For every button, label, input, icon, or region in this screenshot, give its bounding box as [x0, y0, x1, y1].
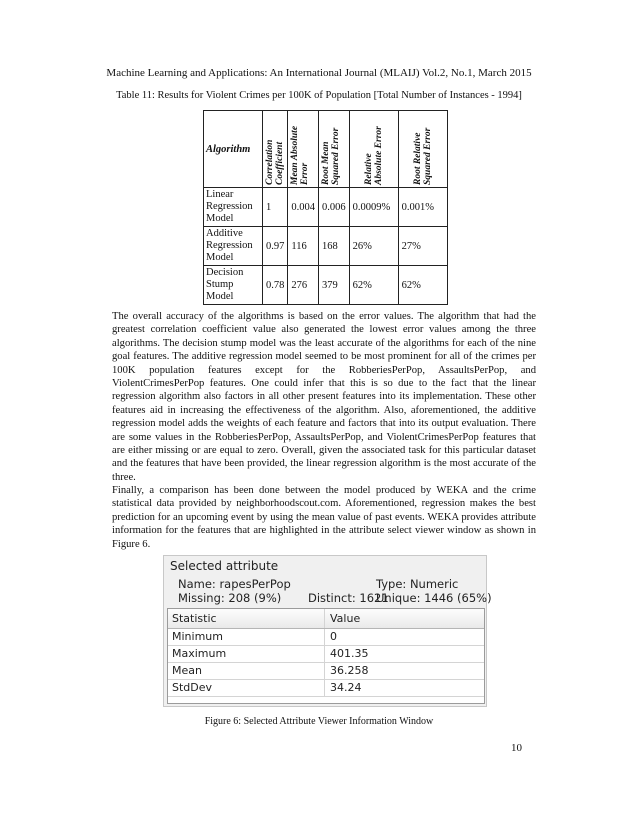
statistic-name: Mean	[172, 664, 202, 677]
attribute-distinct: Distinct: 1621	[308, 591, 389, 605]
attribute-missing: Missing: 208 (9%)	[178, 591, 282, 605]
table-caption: Table 11: Results for Violent Crimes per 100K of Population [Total Number of Instances - 1994]	[116, 90, 522, 101]
figure-caption: Figure 6: Selected Attribute Viewer Information Window	[204, 716, 434, 727]
running-head: Machine Learning and Applications: An International Journal (MLAIJ) Vol.2, No.1, March 2015	[106, 67, 532, 79]
statistic-name: Maximum	[172, 647, 227, 660]
attribute-type: Type: Numeric	[376, 577, 459, 591]
statistic-name: StdDev	[172, 681, 213, 694]
table-header-row	[204, 111, 448, 188]
table-cell: 1	[263, 188, 288, 227]
statistics-header-row	[168, 609, 484, 629]
table-row	[204, 227, 448, 266]
header-correlation-coefficient: Correlation Coefficient	[263, 111, 288, 188]
table-cell: 0.001%	[398, 188, 447, 227]
results-table	[203, 110, 448, 305]
statistic-value: 0	[330, 630, 337, 643]
table-row[interactable]	[168, 629, 484, 646]
selected-attribute-panel	[163, 555, 492, 707]
attribute-unique: Unique: 1446 (65%)	[376, 591, 492, 605]
body-paragraph: The overall accuracy of the algorithms is based on the error values. The algorithm that had the greatest correlation coefficient value also generated the lowest error values among the three algorithms. The decision stump model was the least accurate of the algorithms for each of the nine goal features. The additive regression model seemed to be most prominent for all of the crimes per 100K population features except for the RobberiesPerPop, AssaultsPerPop, and ViolentCrimesPerPop features. One could infer that this is so due to the fact that the linear regression algorithm also factors in all other present features into its implementation. These other features aid in increasing the effectiveness of the algorithm. Also, aforementioned, the additive regression model adds the weights of each feature and factors that into its output evaluation. There are some values in the RobberiesPerPop, AssaultsPerPop, and ViolentCrimesPerPop features that are either missing or are equal to zero. Overall, given the associated task for this particular dataset and the features that have been provided, the linear regression algorithm is the most accurate of the three.	[112, 311, 536, 483]
table-cell: 26%	[349, 227, 398, 266]
algorithm-name: Additive Regression Model	[204, 227, 263, 266]
table-cell: 0.97	[263, 227, 288, 266]
algorithm-name: Decision Stump Model	[204, 266, 263, 305]
attribute-name: Name: rapesPerPop	[178, 577, 291, 591]
header-root-mean-squared-error: Root Mean Squared Error	[319, 111, 350, 188]
algorithm-name: Linear Regression Model	[204, 188, 263, 227]
table-cell: 379	[319, 266, 350, 305]
table-cell: 276	[288, 266, 319, 305]
header-mean-absolute-error: Mean Absolute Error	[288, 111, 319, 188]
header-relative-absolute-error: Relative Absolute Error	[349, 111, 398, 188]
header-algorithm: Algorithm	[204, 111, 263, 188]
table-cell: 62%	[398, 266, 447, 305]
statistics-table	[167, 608, 485, 704]
table-cell: 62%	[349, 266, 398, 305]
page-number: 10	[511, 742, 522, 754]
statistic-value: 401.35	[330, 647, 369, 660]
statistic-value: 36.258	[330, 664, 369, 677]
table-cell: 0.006	[319, 188, 350, 227]
table-row	[204, 266, 448, 305]
table-cell: 0.78	[263, 266, 288, 305]
table-row[interactable]	[168, 646, 484, 663]
statistic-value: 34.24	[330, 681, 362, 694]
panel-legend: Selected attribute	[170, 559, 279, 573]
table-row	[204, 188, 448, 227]
table-cell: 0.004	[288, 188, 319, 227]
statistic-column-header[interactable]: Statistic	[172, 612, 217, 625]
table-cell: 0.0009%	[349, 188, 398, 227]
statistic-name: Minimum	[172, 630, 223, 643]
table-cell: 27%	[398, 227, 447, 266]
table-cell: 116	[288, 227, 319, 266]
body-paragraph: Finally, a comparison has been done between the model produced by WEKA and the crime statistical data provided by neighborhoodscout.com. Aforementioned, regression makes the best prediction for an upcoming event by using the mean value of past events. WEKA provides attribute information for the features that are highlighted in the attribute select viewer window as shown in Figure 6.	[112, 485, 536, 550]
table-row[interactable]	[168, 680, 484, 697]
value-column-header[interactable]: Value	[330, 612, 361, 625]
table-row[interactable]	[168, 663, 484, 680]
table-cell: 168	[319, 227, 350, 266]
header-root-relative-squared-error: Root Relative Squared Error	[398, 111, 447, 188]
